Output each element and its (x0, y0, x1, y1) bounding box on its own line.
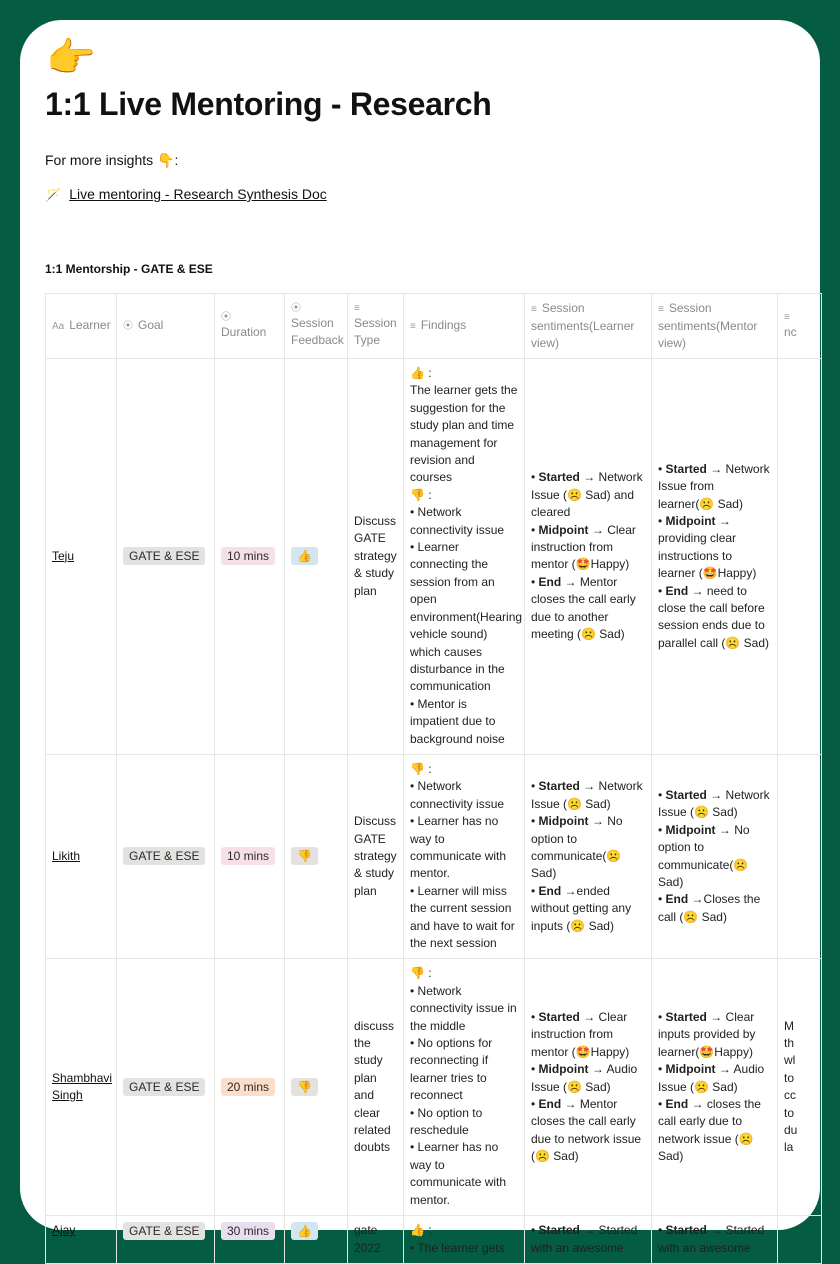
column-label: Session Feedback (291, 316, 344, 347)
session-type-text: discuss the study plan and clear related doubts (354, 1018, 395, 1155)
finding-line: The learner gets the suggestion for the study plan and time management for revision and courses (410, 383, 518, 485)
sentiment-text: → Clear instruction from mentor (🤩Happy) (531, 1009, 630, 1059)
bullet: • (531, 814, 539, 829)
column-label: Learner (69, 318, 111, 332)
sentiment-stage: Midpoint (665, 1062, 716, 1077)
duration-tag: 20 mins (221, 1078, 275, 1096)
column-header-session-type[interactable] (348, 294, 404, 359)
finding-line: • Learner will miss the current session and have to wait for the next session (410, 883, 515, 950)
cell-mentor-view[interactable] (652, 359, 778, 755)
sentiment-line (658, 891, 771, 926)
notes-line: to (784, 1070, 795, 1085)
feedback-tag: 👎 (291, 1078, 318, 1096)
finding-line: • Learner has no way to communicate with mentor. (410, 1140, 507, 1207)
mentorship-table (45, 293, 798, 1255)
cell-findings[interactable] (404, 959, 525, 1216)
text-property-icon: ≡ (410, 321, 416, 332)
sentiment-line (531, 883, 645, 935)
notes-line: cc (784, 1088, 796, 1103)
cell-learner-view[interactable] (525, 754, 652, 958)
feedback-tag: 👍 (291, 547, 318, 565)
sentiment-text: → Network Issue (☹️ Sad) (658, 788, 770, 820)
cell-session-type[interactable] (348, 754, 404, 958)
column-header-goal[interactable] (117, 294, 215, 359)
sentiment-text: → need to close the call before session ends due to parallel call (☹️ Sad) (658, 583, 769, 650)
notes-line: la (784, 1140, 794, 1155)
session-type-text: Discuss GATE strategy & study plan (354, 814, 397, 898)
sentiment-stage: Started (538, 470, 580, 485)
sentiment-line (658, 583, 771, 653)
learner-link[interactable]: Teju (52, 548, 75, 563)
sentiment-text: → Mentor closes the call early due to network issue (☹️ Sad) (531, 1096, 642, 1164)
cell-mentor-view[interactable] (652, 959, 778, 1216)
column-header-feedback[interactable] (285, 294, 348, 359)
text-property-icon: ≡ (531, 304, 537, 315)
bullet: • (658, 583, 666, 598)
sentiment-stage: Started (665, 461, 707, 476)
sentiment-stage: Midpoint (538, 522, 589, 537)
column-label: Session Type (354, 316, 397, 347)
column-header-findings[interactable] (404, 294, 525, 359)
goal-tag: GATE & ESE (123, 1078, 205, 1096)
sentiment-stage: Started (538, 1009, 580, 1024)
cell-findings[interactable] (404, 754, 525, 958)
column-label: Session sentiments(Mentor view) (658, 301, 758, 350)
learner-link[interactable]: Ajay (52, 1223, 76, 1238)
sentiment-stage: End (665, 1096, 689, 1111)
sentiment-stage: Midpoint (538, 1062, 589, 1077)
sentiment-stage: Midpoint (665, 513, 716, 528)
sentiment-text: → No option to communicate(☹️ Sad) (658, 822, 750, 890)
finding-line: 👎 : (410, 966, 432, 981)
cell-duration[interactable] (215, 959, 285, 1216)
bullet: • (531, 883, 539, 898)
cell-learner[interactable] (46, 359, 117, 755)
cell-learner[interactable] (46, 754, 117, 958)
select-property-icon: ⦿ (123, 321, 133, 332)
finding-line: • Learner connecting the session from an open environment(Hearing vehicle sound) which causes disturbance in the communication (410, 540, 523, 694)
bullet: • (531, 574, 539, 589)
cell-mentor-view[interactable] (652, 1216, 778, 1264)
cell-learner-view[interactable] (525, 1216, 652, 1264)
sentiment-stage: End (538, 574, 562, 589)
sentiment-line (658, 1222, 771, 1257)
cell-notes[interactable] (778, 959, 822, 1216)
sentiment-stage: Started (538, 1223, 580, 1238)
insights-text: For more insights 👇: (45, 152, 179, 168)
sentiment-line (531, 778, 645, 813)
feedback-tag: 👎 (291, 847, 318, 865)
cell-findings[interactable] (404, 1216, 525, 1264)
cell-goal[interactable] (117, 754, 215, 958)
column-label: Session sentiments(Learner view) (531, 301, 635, 350)
sentiment-line (531, 574, 645, 644)
bullet: • (658, 788, 666, 803)
finding-line: • Network connectivity issue (410, 505, 505, 537)
page-icon[interactable]: 👉 (46, 36, 96, 80)
column-header-learner[interactable] (46, 294, 117, 359)
title-property-icon: Aa (52, 321, 65, 332)
feedback-tag: 👍 (291, 1222, 318, 1240)
sentiment-stage: Midpoint (665, 822, 716, 837)
sentiment-line (658, 787, 771, 822)
column-header-mentor-view[interactable] (652, 294, 778, 359)
learner-link[interactable]: Shambhavi Singh (52, 1070, 113, 1103)
sentiment-line (658, 1009, 771, 1061)
table-row[interactable] (46, 959, 822, 1216)
notes-line: wl (784, 1053, 796, 1068)
sentiment-stage: End (538, 1096, 562, 1111)
sentiment-line (531, 813, 645, 883)
notes-line: M (784, 1018, 794, 1033)
duration-tag: 10 mins (221, 847, 275, 865)
session-type-text: gate 2022 (354, 1223, 381, 1255)
bullet: • (658, 1223, 666, 1238)
column-label: nc (784, 324, 797, 339)
sentiment-text: → Network Issue (☹️ Sad) and cleared (531, 470, 643, 520)
sentiment-stage: Started (665, 788, 707, 803)
finding-line: • No options for reconnecting if learner tries to reconnect (410, 1036, 493, 1103)
cell-learner[interactable] (46, 1216, 117, 1264)
bullet: • (531, 779, 539, 794)
sentiment-text: → Network Issue (☹️ Sad) (531, 779, 643, 811)
sentiment-text: → Started with an awesome (658, 1223, 765, 1255)
text-property-icon: ≡ (354, 303, 360, 314)
cell-mentor-view[interactable] (652, 754, 778, 958)
cell-goal[interactable] (117, 359, 215, 755)
text-property-icon: ≡ (784, 311, 790, 323)
column-header-notes[interactable] (778, 294, 822, 359)
cell-notes[interactable] (778, 754, 822, 958)
bullet: • (531, 522, 539, 537)
cell-feedback[interactable] (285, 359, 348, 755)
finding-line: • No option to reschedule (410, 1105, 483, 1138)
duration-tag: 30 mins (221, 1222, 275, 1240)
sentiment-line (531, 1009, 645, 1061)
finding-line: 👍 : (410, 366, 432, 380)
sentiment-text: → No option to communicate(☹️ Sad) (531, 814, 623, 881)
bullet: • (658, 461, 666, 476)
column-label: Goal (138, 318, 164, 332)
finding-line: 👍 : (410, 1223, 432, 1238)
cell-learner[interactable] (46, 959, 117, 1216)
sentiment-line (531, 522, 645, 574)
sentiment-text: → Clear instruction from mentor (🤩Happy) (531, 522, 636, 572)
learner-link[interactable]: Likith (52, 848, 81, 863)
bullet: • (658, 822, 666, 837)
bullet: • (531, 470, 539, 485)
magic-wand-icon: 🪄 (45, 187, 62, 202)
notes-line: du (784, 1123, 798, 1138)
finding-line: • Network connectivity issue (410, 779, 505, 811)
select-property-icon: ⦿ (291, 303, 301, 314)
bullet: • (658, 1009, 666, 1024)
sentiment-stage: Started (665, 1009, 707, 1024)
cell-feedback[interactable] (285, 959, 348, 1216)
finding-line: 👎 : (410, 761, 432, 776)
finding-line: • Learner has no way to communicate with mentor. (410, 814, 507, 881)
sentiment-text: → Started with an awesome (531, 1223, 638, 1255)
sentiment-line (658, 822, 771, 892)
sentiment-text: → closes the call early due to network issue (☹️ Sad) (658, 1096, 761, 1164)
cell-feedback[interactable] (285, 1216, 348, 1264)
sentiment-text: → Audio Issue (☹️ Sad) (531, 1062, 638, 1094)
sentiment-line (658, 1061, 771, 1096)
sentiment-line (531, 469, 645, 521)
finding-line: 👎 : (410, 487, 432, 502)
bullet: • (658, 1096, 666, 1111)
bullet: • (658, 513, 666, 528)
sentiment-line (531, 1061, 645, 1096)
table-row[interactable] (46, 359, 822, 755)
cell-duration[interactable] (215, 1216, 285, 1264)
finding-line: • Mentor is impatient due to background noise (410, 696, 505, 746)
page-title[interactable]: 1:1 Live Mentoring - Research (45, 86, 492, 122)
sentiment-stage: End (538, 883, 562, 898)
cell-notes[interactable] (778, 1216, 822, 1264)
column-label: Findings (420, 318, 467, 332)
column-label: Duration (221, 324, 267, 339)
finding-line: • The learner gets (410, 1240, 505, 1255)
sentiment-stage: Started (665, 1223, 707, 1238)
goal-tag: GATE & ESE (123, 1222, 205, 1240)
sentiment-text: → Network Issue from learner(☹️ Sad) (658, 461, 770, 511)
bullet: • (658, 892, 666, 907)
column-header-duration[interactable] (215, 294, 285, 359)
duration-tag: 10 mins (221, 547, 275, 565)
sentiment-stage: End (665, 892, 689, 907)
notion-page (20, 20, 820, 1255)
bullet: • (531, 1009, 539, 1024)
bullet: • (531, 1096, 539, 1111)
notes-line: th (784, 1036, 795, 1051)
cell-duration[interactable] (215, 359, 285, 755)
cell-goal[interactable] (117, 959, 215, 1216)
sentiment-text: → Mentor closes the call early due to another meeting (☹️ Sad) (531, 574, 636, 642)
sentiment-line (658, 513, 771, 583)
cell-findings[interactable] (404, 359, 525, 755)
cell-feedback[interactable] (285, 754, 348, 958)
cell-duration[interactable] (215, 754, 285, 958)
table-row[interactable] (46, 1216, 822, 1264)
sentiment-line (658, 461, 771, 513)
session-type-text: Discuss GATE strategy & study plan (354, 513, 397, 598)
sentiment-line (531, 1222, 645, 1257)
cell-notes[interactable] (778, 359, 822, 755)
finding-line: • Network connectivity issue in the middle (410, 983, 517, 1033)
sentiment-stage: Started (538, 779, 580, 794)
database-title[interactable]: 1:1 Mentorship - GATE & ESE (45, 262, 213, 276)
sentiment-text: → Audio Issue (☹️ Sad) (658, 1062, 765, 1094)
notes-line: to (784, 1105, 795, 1120)
sentiment-stage: Midpoint (538, 814, 589, 829)
table-row[interactable] (46, 754, 822, 958)
cell-session-type[interactable] (348, 959, 404, 1216)
goal-tag: GATE & ESE (123, 847, 205, 865)
bullet: • (531, 1062, 539, 1077)
sentiment-line (658, 1096, 771, 1166)
cell-session-type[interactable] (348, 1216, 404, 1264)
synthesis-doc-link-row[interactable] (45, 186, 327, 203)
cell-learner-view[interactable] (525, 959, 652, 1216)
goal-tag: GATE & ESE (123, 547, 205, 565)
bullet: • (531, 1223, 539, 1238)
sentiment-text: → providing clear instructions to learner (🤩Happy) (658, 513, 757, 581)
sentiment-text: → Clear inputs provided by learner(🤩Happy) (658, 1009, 756, 1059)
select-property-icon: ⦿ (221, 311, 231, 323)
sentiment-text: →Closes the call (☹️ Sad) (658, 892, 761, 924)
text-property-icon: ≡ (658, 304, 664, 315)
bullet: • (658, 1062, 666, 1077)
cell-goal[interactable] (117, 1216, 215, 1264)
synthesis-doc-link[interactable]: Live mentoring - Research Synthesis Doc (69, 186, 327, 202)
cell-learner-view[interactable] (525, 359, 652, 755)
sentiment-text: →ended without getting any inputs (☹️ Sad) (531, 883, 632, 933)
cell-session-type[interactable] (348, 359, 404, 755)
column-header-learner-view[interactable] (525, 294, 652, 359)
sentiment-stage: End (665, 583, 689, 598)
sentiment-line (531, 1096, 645, 1166)
